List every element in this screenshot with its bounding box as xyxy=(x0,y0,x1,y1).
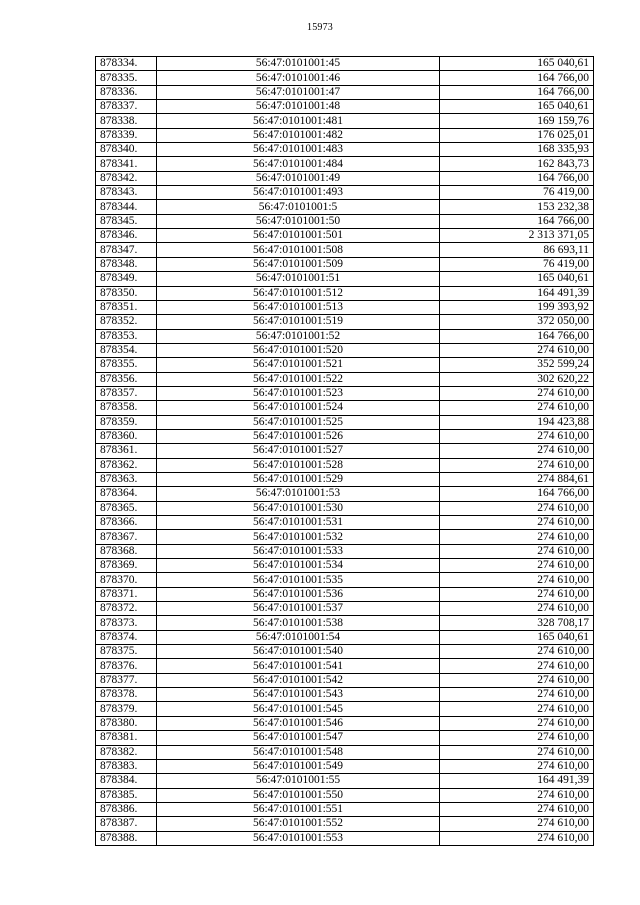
value-cell: 274 610,00 xyxy=(440,544,594,558)
row-number-cell: 878344. xyxy=(96,200,157,214)
value-cell: 165 040,61 xyxy=(440,57,594,71)
row-number-cell: 878369. xyxy=(96,559,157,573)
cadastral-number-cell: 56:47:0101001:47 xyxy=(157,85,440,99)
cadastral-number-cell: 56:47:0101001:548 xyxy=(157,745,440,759)
value-cell: 274 610,00 xyxy=(440,343,594,357)
row-number-cell: 878385. xyxy=(96,788,157,802)
table-row xyxy=(96,372,594,386)
cadastral-number-cell: 56:47:0101001:521 xyxy=(157,358,440,372)
table-row xyxy=(96,530,594,544)
table-row xyxy=(96,587,594,601)
value-cell: 274 610,00 xyxy=(440,688,594,702)
row-number-cell: 878368. xyxy=(96,544,157,558)
value-cell: 274 610,00 xyxy=(440,745,594,759)
row-number-cell: 878350. xyxy=(96,286,157,300)
cadastral-number-cell: 56:47:0101001:527 xyxy=(157,444,440,458)
value-cell: 165 040,61 xyxy=(440,630,594,644)
row-number-cell: 878381. xyxy=(96,731,157,745)
row-number-cell: 878337. xyxy=(96,100,157,114)
cadastral-number-cell: 56:47:0101001:45 xyxy=(157,57,440,71)
row-number-cell: 878380. xyxy=(96,716,157,730)
value-cell: 164 766,00 xyxy=(440,85,594,99)
row-number-cell: 878361. xyxy=(96,444,157,458)
cadastral-number-cell: 56:47:0101001:523 xyxy=(157,386,440,400)
row-number-cell: 878334. xyxy=(96,57,157,71)
table-row xyxy=(96,300,594,314)
table-row xyxy=(96,243,594,257)
value-cell: 274 610,00 xyxy=(440,759,594,773)
value-cell: 352 599,24 xyxy=(440,358,594,372)
value-cell: 164 491,39 xyxy=(440,286,594,300)
cadastral-number-cell: 56:47:0101001:528 xyxy=(157,458,440,472)
cadastral-number-cell: 56:47:0101001:46 xyxy=(157,71,440,85)
row-number-cell: 878354. xyxy=(96,343,157,357)
cadastral-number-cell: 56:47:0101001:483 xyxy=(157,143,440,157)
value-cell: 274 610,00 xyxy=(440,673,594,687)
value-cell: 153 232,38 xyxy=(440,200,594,214)
cadastral-number-cell: 56:47:0101001:549 xyxy=(157,759,440,773)
row-number-cell: 878336. xyxy=(96,85,157,99)
cadastral-number-cell: 56:47:0101001:519 xyxy=(157,315,440,329)
row-number-cell: 878374. xyxy=(96,630,157,644)
row-number-cell: 878376. xyxy=(96,659,157,673)
table-row xyxy=(96,157,594,171)
cadastral-number-cell: 56:47:0101001:520 xyxy=(157,343,440,357)
value-cell: 372 050,00 xyxy=(440,315,594,329)
value-cell: 76 419,00 xyxy=(440,186,594,200)
value-cell: 274 610,00 xyxy=(440,401,594,415)
table-row xyxy=(96,128,594,142)
row-number-cell: 878373. xyxy=(96,616,157,630)
cadastral-number-cell: 56:47:0101001:508 xyxy=(157,243,440,257)
row-number-cell: 878355. xyxy=(96,358,157,372)
row-number-cell: 878339. xyxy=(96,128,157,142)
table-row xyxy=(96,315,594,329)
value-cell: 274 610,00 xyxy=(440,458,594,472)
value-cell: 274 610,00 xyxy=(440,501,594,515)
row-number-cell: 878363. xyxy=(96,472,157,486)
cadastral-number-cell: 56:47:0101001:48 xyxy=(157,100,440,114)
cadastral-number-cell: 56:47:0101001:538 xyxy=(157,616,440,630)
cadastral-number-cell: 56:47:0101001:534 xyxy=(157,559,440,573)
table-row xyxy=(96,559,594,573)
cadastral-number-cell: 56:47:0101001:540 xyxy=(157,645,440,659)
table-row xyxy=(96,100,594,114)
value-cell: 169 159,76 xyxy=(440,114,594,128)
row-number-cell: 878342. xyxy=(96,171,157,185)
value-cell: 274 610,00 xyxy=(440,645,594,659)
table-body xyxy=(96,57,594,846)
table-row xyxy=(96,573,594,587)
value-cell: 274 610,00 xyxy=(440,731,594,745)
row-number-cell: 878340. xyxy=(96,143,157,157)
value-cell: 274 884,61 xyxy=(440,472,594,486)
cadastral-number-cell: 56:47:0101001:545 xyxy=(157,702,440,716)
cadastral-number-cell: 56:47:0101001:512 xyxy=(157,286,440,300)
table-row xyxy=(96,702,594,716)
table-row xyxy=(96,200,594,214)
cadastral-number-cell: 56:47:0101001:501 xyxy=(157,229,440,243)
value-cell: 168 335,93 xyxy=(440,143,594,157)
table-row xyxy=(96,645,594,659)
page-number: 15973 xyxy=(307,22,333,33)
value-cell: 274 610,00 xyxy=(440,386,594,400)
cadastral-number-cell: 56:47:0101001:526 xyxy=(157,429,440,443)
value-cell: 176 025,01 xyxy=(440,128,594,142)
table-row xyxy=(96,616,594,630)
value-cell: 302 620,22 xyxy=(440,372,594,386)
row-number-cell: 878359. xyxy=(96,415,157,429)
table-row xyxy=(96,745,594,759)
cadastral-number-cell: 56:47:0101001:52 xyxy=(157,329,440,343)
value-cell: 274 610,00 xyxy=(440,573,594,587)
value-cell: 274 610,00 xyxy=(440,444,594,458)
value-cell: 164 766,00 xyxy=(440,71,594,85)
value-cell: 274 610,00 xyxy=(440,817,594,831)
cadastral-number-cell: 56:47:0101001:53 xyxy=(157,487,440,501)
table-row xyxy=(96,472,594,486)
value-cell: 164 491,39 xyxy=(440,774,594,788)
value-cell: 274 610,00 xyxy=(440,530,594,544)
table-row xyxy=(96,501,594,515)
cadastral-number-cell: 56:47:0101001:531 xyxy=(157,516,440,530)
value-cell: 164 766,00 xyxy=(440,171,594,185)
table-row xyxy=(96,731,594,745)
cadastral-number-cell: 56:47:0101001:550 xyxy=(157,788,440,802)
cadastral-number-cell: 56:47:0101001:535 xyxy=(157,573,440,587)
table-row xyxy=(96,630,594,644)
cadastral-number-cell: 56:47:0101001:536 xyxy=(157,587,440,601)
table-row xyxy=(96,759,594,773)
row-number-cell: 878386. xyxy=(96,802,157,816)
row-number-cell: 878352. xyxy=(96,315,157,329)
table-row xyxy=(96,257,594,271)
cadastral-value-table xyxy=(95,56,594,846)
cadastral-number-cell: 56:47:0101001:509 xyxy=(157,257,440,271)
table-row xyxy=(96,444,594,458)
row-number-cell: 878388. xyxy=(96,831,157,845)
table-row xyxy=(96,544,594,558)
cadastral-number-cell: 56:47:0101001:482 xyxy=(157,128,440,142)
cadastral-number-cell: 56:47:0101001:547 xyxy=(157,731,440,745)
table-row xyxy=(96,358,594,372)
row-number-cell: 878335. xyxy=(96,71,157,85)
cadastral-number-cell: 56:47:0101001:484 xyxy=(157,157,440,171)
cadastral-number-cell: 56:47:0101001:493 xyxy=(157,186,440,200)
value-cell: 274 610,00 xyxy=(440,587,594,601)
row-number-cell: 878364. xyxy=(96,487,157,501)
cadastral-number-cell: 56:47:0101001:5 xyxy=(157,200,440,214)
table-row xyxy=(96,802,594,816)
table-row xyxy=(96,114,594,128)
cadastral-number-cell: 56:47:0101001:50 xyxy=(157,214,440,228)
row-number-cell: 878377. xyxy=(96,673,157,687)
table-row xyxy=(96,831,594,845)
cadastral-number-cell: 56:47:0101001:551 xyxy=(157,802,440,816)
row-number-cell: 878351. xyxy=(96,300,157,314)
table-row xyxy=(96,143,594,157)
row-number-cell: 878353. xyxy=(96,329,157,343)
table-row xyxy=(96,673,594,687)
cadastral-number-cell: 56:47:0101001:541 xyxy=(157,659,440,673)
table-row xyxy=(96,458,594,472)
value-cell: 274 610,00 xyxy=(440,602,594,616)
table-row xyxy=(96,214,594,228)
cadastral-number-cell: 56:47:0101001:537 xyxy=(157,602,440,616)
cadastral-number-cell: 56:47:0101001:522 xyxy=(157,372,440,386)
cadastral-number-cell: 56:47:0101001:543 xyxy=(157,688,440,702)
cadastral-number-cell: 56:47:0101001:553 xyxy=(157,831,440,845)
row-number-cell: 878345. xyxy=(96,214,157,228)
table-row xyxy=(96,659,594,673)
cadastral-number-cell: 56:47:0101001:546 xyxy=(157,716,440,730)
row-number-cell: 878379. xyxy=(96,702,157,716)
row-number-cell: 878349. xyxy=(96,272,157,286)
row-number-cell: 878370. xyxy=(96,573,157,587)
value-cell: 164 766,00 xyxy=(440,329,594,343)
table-row xyxy=(96,429,594,443)
table-row xyxy=(96,57,594,71)
row-number-cell: 878384. xyxy=(96,774,157,788)
value-cell: 274 610,00 xyxy=(440,831,594,845)
row-number-cell: 878357. xyxy=(96,386,157,400)
row-number-cell: 878341. xyxy=(96,157,157,171)
cadastral-number-cell: 56:47:0101001:529 xyxy=(157,472,440,486)
value-cell: 76 419,00 xyxy=(440,257,594,271)
cadastral-number-cell: 56:47:0101001:525 xyxy=(157,415,440,429)
row-number-cell: 878358. xyxy=(96,401,157,415)
table-row xyxy=(96,272,594,286)
row-number-cell: 878356. xyxy=(96,372,157,386)
row-number-cell: 878375. xyxy=(96,645,157,659)
row-number-cell: 878383. xyxy=(96,759,157,773)
cadastral-number-cell: 56:47:0101001:513 xyxy=(157,300,440,314)
value-cell: 2 313 371,05 xyxy=(440,229,594,243)
value-cell: 274 610,00 xyxy=(440,429,594,443)
table-row xyxy=(96,716,594,730)
value-cell: 86 693,11 xyxy=(440,243,594,257)
cadastral-number-cell: 56:47:0101001:542 xyxy=(157,673,440,687)
row-number-cell: 878382. xyxy=(96,745,157,759)
value-cell: 162 843,73 xyxy=(440,157,594,171)
value-cell: 164 766,00 xyxy=(440,214,594,228)
value-cell: 274 610,00 xyxy=(440,702,594,716)
table-row xyxy=(96,386,594,400)
cadastral-number-cell: 56:47:0101001:524 xyxy=(157,401,440,415)
cadastral-number-cell: 56:47:0101001:49 xyxy=(157,171,440,185)
cadastral-number-cell: 56:47:0101001:552 xyxy=(157,817,440,831)
value-cell: 274 610,00 xyxy=(440,659,594,673)
row-number-cell: 878360. xyxy=(96,429,157,443)
cadastral-number-cell: 56:47:0101001:51 xyxy=(157,272,440,286)
row-number-cell: 878338. xyxy=(96,114,157,128)
table-row xyxy=(96,487,594,501)
table-row xyxy=(96,229,594,243)
value-cell: 194 423,88 xyxy=(440,415,594,429)
table-row xyxy=(96,343,594,357)
value-cell: 164 766,00 xyxy=(440,487,594,501)
row-number-cell: 878347. xyxy=(96,243,157,257)
cadastral-number-cell: 56:47:0101001:481 xyxy=(157,114,440,128)
cadastral-number-cell: 56:47:0101001:533 xyxy=(157,544,440,558)
value-cell: 199 393,92 xyxy=(440,300,594,314)
table-row xyxy=(96,415,594,429)
row-number-cell: 878367. xyxy=(96,530,157,544)
row-number-cell: 878371. xyxy=(96,587,157,601)
row-number-cell: 878362. xyxy=(96,458,157,472)
value-cell: 165 040,61 xyxy=(440,100,594,114)
cadastral-number-cell: 56:47:0101001:55 xyxy=(157,774,440,788)
value-cell: 274 610,00 xyxy=(440,559,594,573)
table-row xyxy=(96,688,594,702)
value-cell: 274 610,00 xyxy=(440,716,594,730)
table-row xyxy=(96,85,594,99)
row-number-cell: 878387. xyxy=(96,817,157,831)
value-cell: 328 708,17 xyxy=(440,616,594,630)
table-row xyxy=(96,401,594,415)
value-cell: 274 610,00 xyxy=(440,802,594,816)
table-row xyxy=(96,186,594,200)
row-number-cell: 878346. xyxy=(96,229,157,243)
cadastral-number-cell: 56:47:0101001:532 xyxy=(157,530,440,544)
table-row xyxy=(96,286,594,300)
table-row xyxy=(96,774,594,788)
row-number-cell: 878365. xyxy=(96,501,157,515)
row-number-cell: 878372. xyxy=(96,602,157,616)
row-number-cell: 878348. xyxy=(96,257,157,271)
value-cell: 165 040,61 xyxy=(440,272,594,286)
table-row xyxy=(96,817,594,831)
table-row xyxy=(96,329,594,343)
row-number-cell: 878343. xyxy=(96,186,157,200)
cadastral-number-cell: 56:47:0101001:54 xyxy=(157,630,440,644)
cadastral-number-cell: 56:47:0101001:530 xyxy=(157,501,440,515)
value-cell: 274 610,00 xyxy=(440,788,594,802)
table-row xyxy=(96,171,594,185)
row-number-cell: 878378. xyxy=(96,688,157,702)
table-row xyxy=(96,788,594,802)
row-number-cell: 878366. xyxy=(96,516,157,530)
table-row xyxy=(96,602,594,616)
value-cell: 274 610,00 xyxy=(440,516,594,530)
table-row xyxy=(96,516,594,530)
table-row xyxy=(96,71,594,85)
